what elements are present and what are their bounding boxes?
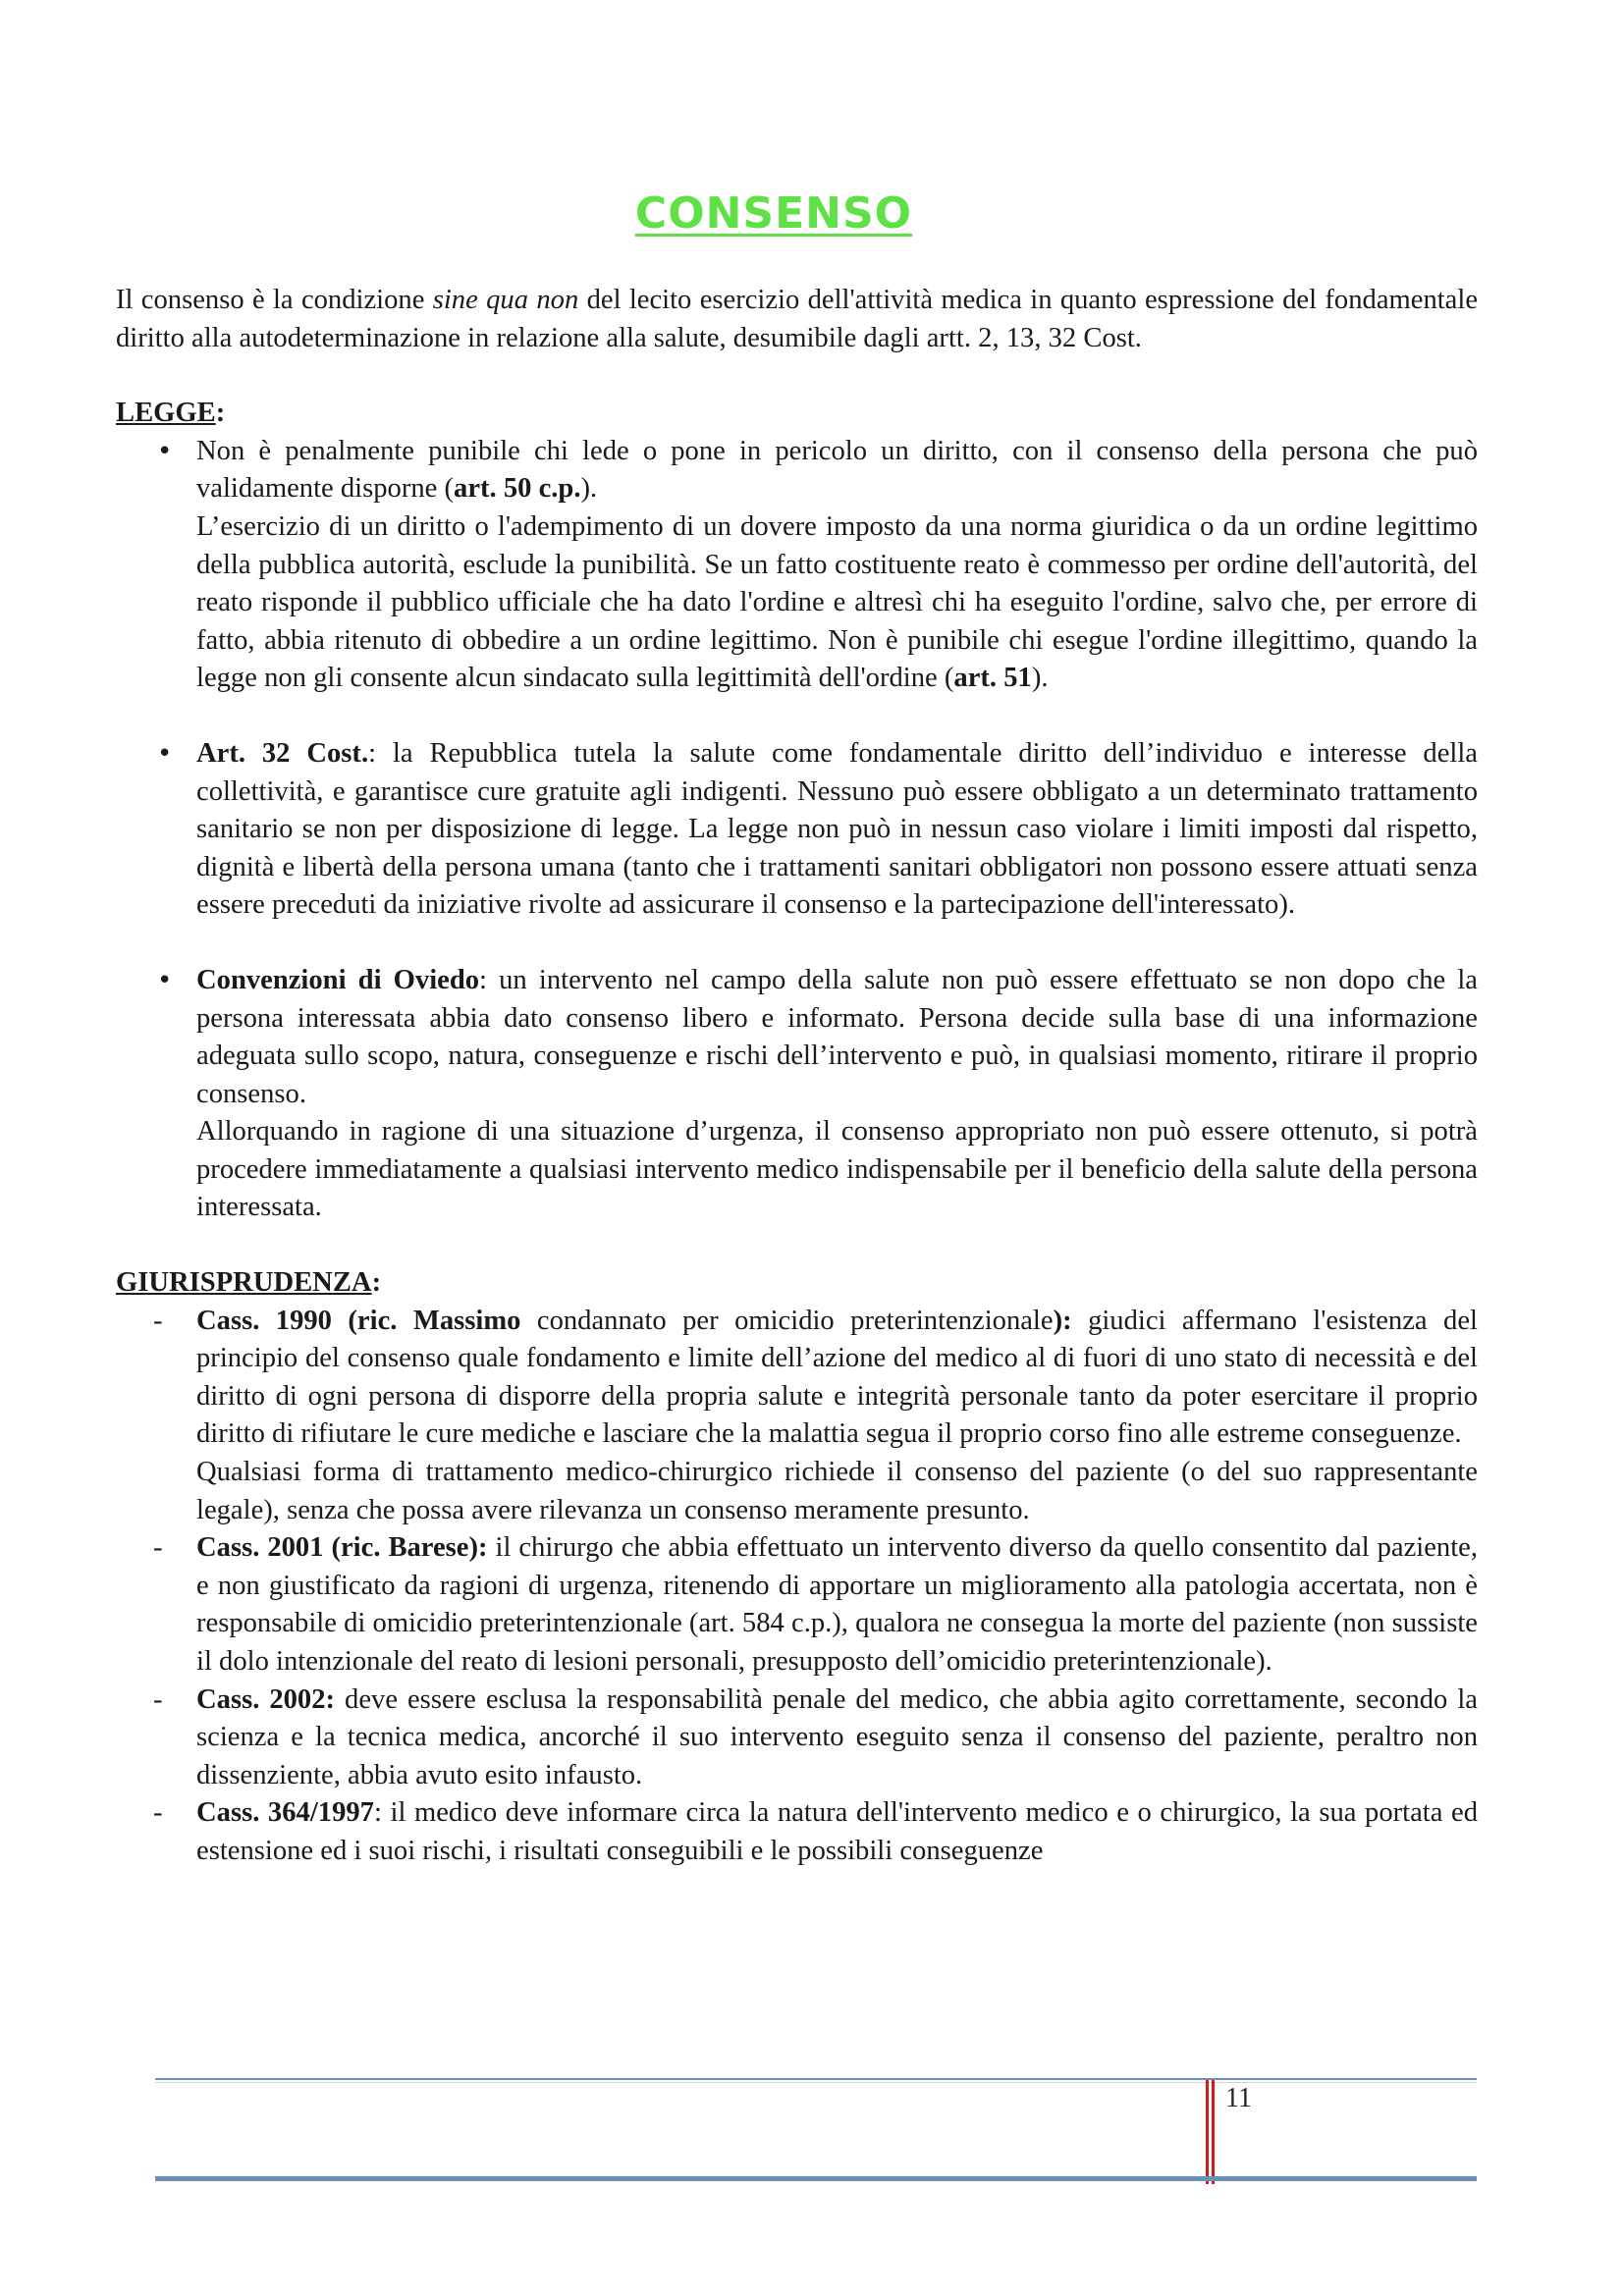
- item-text: ).: [1031, 663, 1049, 694]
- intro-text: del lecito esercizio dell'attività medica in quanto espressione del fondamentale diritto alla autodeterminazione in relazione alla salute, desumibile dagli artt. 2, 13, 32 Cost.: [116, 285, 1479, 353]
- section-title-giurisprudenza: GIURISPRUDENZA: [116, 1267, 372, 1299]
- legge-list: [116, 433, 1478, 1227]
- section-title-legge: LEGGE: [116, 398, 216, 429]
- item-citation: art. 51: [953, 663, 1032, 694]
- item-text: il chirurgo che abbia effettuato un intervento diverso da quello consentito dal paziente, e non giustificato da ragioni di urgenza, ritenendo di apportare un miglioramento alla patologia accertata, non è responsabile di omicidio preterintenzionale (art. 584 c.p.), qualora ne consegua la morte del paziente (non sussiste il dolo intenzionale del reato di lesioni personali, presupposto dell’omicidio preterintenzionale).: [196, 1532, 1479, 1677]
- item-citation: Cass. 364/1997: [196, 1797, 374, 1829]
- item-text: ).: [580, 473, 598, 505]
- item-text: L’esercizio di un diritto o l'adempimento di un dovere imposto da una norma giuridica o da un ordine legittimo della pubblica autorità, esclude la punibilità. Se un fatto costituente reato è commesso per ordine dell'autorità, del reato risponde il pubblico ufficiale che ha dato l'ordine e altresì chi ha eseguito l'ordine, salvo che, per errore di fatto, abbia ritenuto di obbedire a un ordine legittimo. Non è punibile chi esegue l'ordine illegittimo, quando la legge non gli consente alcun sindacato sulla legittimità dell'ordine (: [196, 510, 1478, 694]
- footer-rule-bottom: [155, 2176, 1477, 2181]
- list-item: [116, 962, 1478, 1227]
- item-text: giudici affermano l'esistenza del principio del consenso quale fondamento e limite dell’azione del medico al di fuori di uno stato di necessità e del diritto di ogni persona di disporre della propria salute e integrità personale tanto da poter esercitare il proprio diritto di rifiutare le cure mediche e lasciare che la malattia segua il proprio corso fino alle estreme conseguenze.: [196, 1305, 1478, 1450]
- page-number: 11: [1225, 2083, 1252, 2113]
- footer-red-divider: [1206, 2080, 1215, 2184]
- item-citation: Cass. 2001 (ric. Barese):: [196, 1532, 488, 1564]
- footer-rule-top: [155, 2078, 1477, 2080]
- intro-text: Il consenso è la condizione: [116, 285, 433, 315]
- item-citation: Cass. 2002:: [196, 1683, 336, 1715]
- item-citation: ):: [1053, 1305, 1072, 1336]
- section-heading-legge: [116, 395, 1478, 433]
- item-text: condannato per omicidio preterintenzionale: [520, 1305, 1054, 1336]
- intro-paragraph: [116, 282, 1478, 357]
- item-citation: art. 50 c.p.: [454, 473, 581, 505]
- item-citation: Convenzioni di Oviedo: [196, 964, 480, 995]
- item-text: Qualsiasi forma di trattamento medico-chirurgico richiede il consenso del paziente (o del suo rappresentante legale), senza che possa avere rilevanza un consenso meramente presunto.: [196, 1457, 1478, 1525]
- item-text: : un intervento nel campo della salute non può essere effettuato se non dopo che la persona interessata abbia dato consenso libero e informato. Persona decide sulla base di una informazione adeguata sullo scopo, natura, conseguenze e rischi dell’intervento e può, in qualsiasi momento, ritirare il proprio consenso.: [196, 964, 1478, 1109]
- list-item: [116, 433, 1478, 698]
- list-item: [116, 1682, 1478, 1795]
- item-citation: Cass. 1990 (ric. Massimo: [196, 1305, 521, 1336]
- item-text: deve essere esclusa la responsabilità penale del medico, che abbia agito correttamente, secondo la scienza e la tecnica medica, ancorché il suo intervento eseguito senza il consenso del paziente, peraltro non dissenziente, abbia avuto esito infausto.: [196, 1683, 1478, 1790]
- list-item: [116, 1794, 1478, 1870]
- item-text: Allorquando in ragione di una situazione d’urgenza, il consenso appropriato non può essere ottenuto, si potrà procedere immediatamente a qualsiasi intervento medico indispensabile per il beneficio della salute della persona interessata.: [196, 1116, 1478, 1223]
- item-text: Non è penalmente punibile chi lede o pone in pericolo un diritto, con il consenso della persona che può validamente disporne (: [196, 435, 1478, 505]
- intro-emphasis: sine qua non: [432, 285, 579, 315]
- section-heading-giurisprudenza: [116, 1264, 1478, 1303]
- item-citation: Art. 32 Cost.: [196, 737, 369, 769]
- footer-rule-top-thin: [155, 2082, 1477, 2083]
- item-text: : la Repubblica tutela la salute come fondamentale diritto dell’individuo e interesse della collettività, e garantisce cure gratuite agli indigenti. Nessuno può essere obbligato a un determinato trattamento sanitario se non per disposizione di legge. La legge non può in nessun caso violare i limiti imposti dal rispetto, dignità e libertà della persona umana (tanto che i trattamenti sanitari obbligatori non possono essere attuati senza essere preceduti da iniziative rivolte ad assicurare il consenso e la partecipazione dell'interessato).: [196, 737, 1478, 921]
- giurisprudenza-list: [116, 1303, 1478, 1871]
- page-title: CONSENSO: [634, 188, 913, 239]
- section-colon: :: [215, 398, 226, 429]
- section-colon: :: [371, 1267, 382, 1299]
- item-text: : il medico deve informare circa la natura dell'intervento medico e o chirurgico, la sua portata ed estensione ed i suoi rischi, i risultati conseguibili e le possibili conseguenze: [196, 1797, 1478, 1866]
- list-item: [116, 735, 1478, 925]
- document-body: [116, 282, 1478, 1871]
- list-item: [116, 1303, 1478, 1530]
- list-item: [116, 1529, 1478, 1681]
